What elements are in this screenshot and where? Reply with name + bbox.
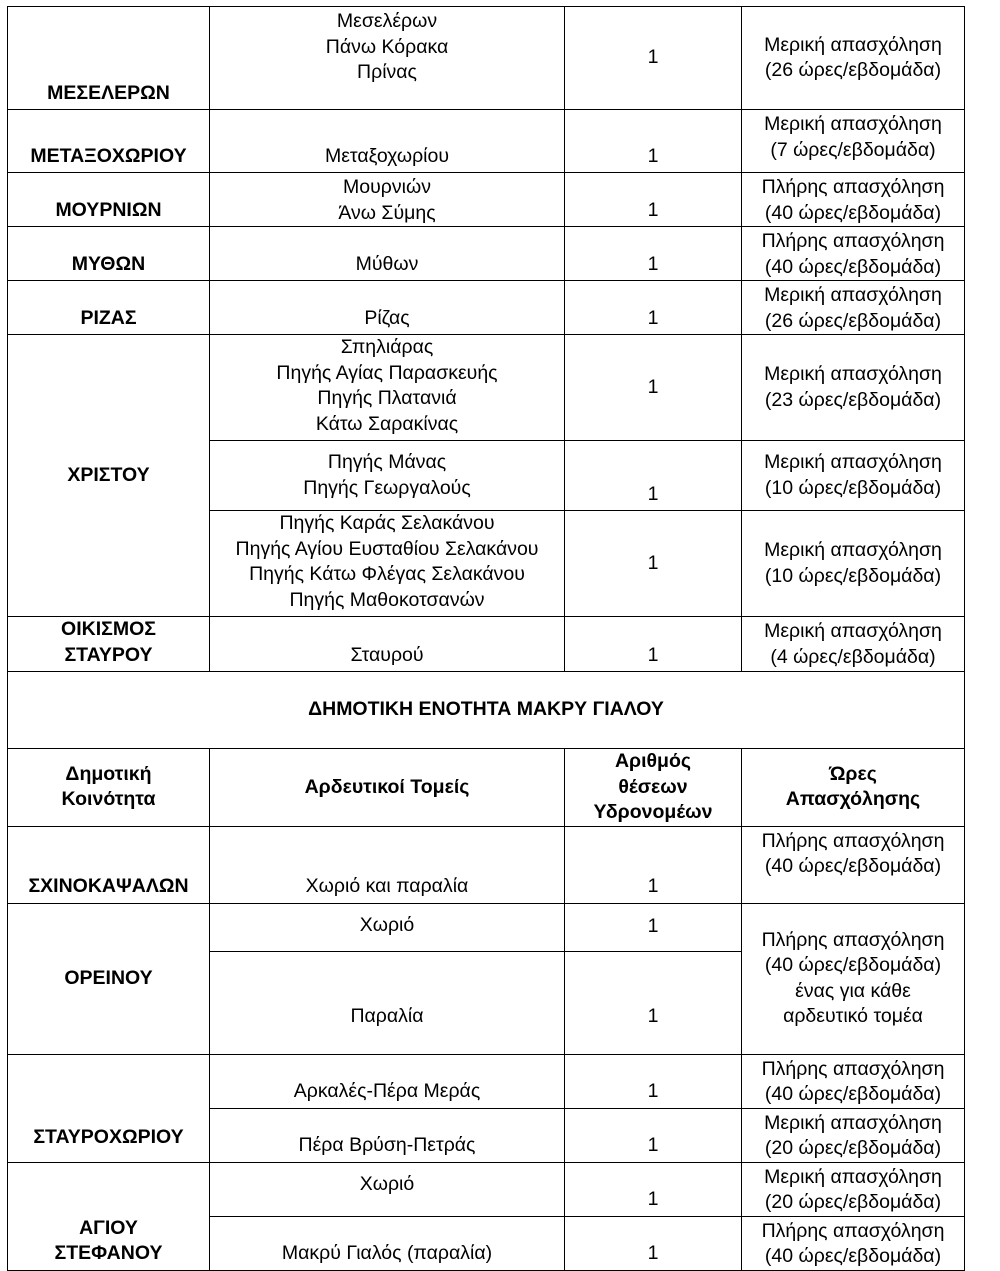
community-name: ΧΡΙΣΤΟΥ — [8, 335, 210, 617]
sector-line: Πηγής Αγίας Παρασκευής — [276, 361, 498, 384]
community-line: ΣΤΕΦΑΝΟΥ — [54, 1242, 163, 1264]
sector-line: Πρίνας — [357, 61, 417, 83]
community-name: ΣΤΑΥΡΟΧΩΡΙΟΥ — [8, 1054, 210, 1162]
sector-line: Σπηλιάρας — [340, 336, 434, 358]
hours-line: (23 ώρες/εβδομάδα) — [764, 388, 942, 411]
positions-count: 1 — [565, 7, 742, 110]
table-row — [8, 110, 965, 173]
sector-line: Μουρνιών — [343, 176, 431, 198]
irrigation-sectors — [210, 1162, 565, 1216]
table-row — [8, 173, 965, 227]
community-name: ΜΟΥΡΝΙΩΝ — [8, 173, 210, 227]
hours-line: Μερική απασχόληση — [764, 620, 942, 642]
header-line: Αριθμός — [614, 750, 692, 772]
header-line: Απασχόλησης — [785, 788, 921, 811]
table-row — [8, 617, 965, 672]
table-row — [8, 7, 965, 110]
hours-line: Πλήρης απασχόληση — [761, 928, 945, 951]
table-row — [8, 903, 965, 951]
sector-line: Πηγής Κάτω Φλέγας Σελακάνου — [249, 563, 525, 585]
hours-line: Πλήρης απασχόληση — [761, 176, 945, 198]
employment-hours — [742, 1054, 965, 1108]
hours-line: Μερική απασχόληση — [764, 1165, 942, 1188]
section-title-row — [8, 672, 965, 749]
irrigation-guards-table — [7, 6, 965, 1271]
irrigation-sectors — [210, 227, 565, 281]
sector-line: Μεταξοχωρίου — [324, 144, 450, 167]
header-row — [8, 749, 965, 827]
hours-line: Μερική απασχόληση — [764, 1111, 942, 1134]
community-name: ΡΙΖΑΣ — [8, 281, 210, 335]
hours-line: (40 ώρες/εβδομάδα) — [764, 855, 942, 877]
header-sectors — [210, 749, 565, 827]
hours-line: Μερική απασχόληση — [764, 33, 942, 56]
community-line: ΑΓΙΟΥ — [79, 1216, 138, 1239]
irrigation-sectors — [210, 826, 565, 903]
hours-line: Μερική απασχόληση — [764, 113, 942, 135]
positions-count: 1 — [565, 1162, 742, 1216]
hours-line: (40 ώρες/εβδομάδα) — [764, 1083, 942, 1105]
hours-line: Πλήρης απασχόληση — [761, 1057, 945, 1080]
hours-line: Πλήρης απασχόληση — [761, 1219, 945, 1242]
hours-line: Πλήρης απασχόληση — [761, 829, 945, 852]
positions-count: 1 — [565, 951, 742, 1054]
positions-count: 1 — [565, 227, 742, 281]
community-line: ΣΤΑΥΡΟΥ — [64, 643, 153, 666]
hours-line: Μερική απασχόληση — [764, 539, 942, 561]
employment-hours — [742, 281, 965, 335]
hours-line: (10 ώρες/εβδομάδα) — [764, 476, 942, 499]
irrigation-sectors — [210, 1054, 565, 1108]
section-title: ΔΗΜΟΤΙΚΗ ΕΝΟΤΗΤΑ ΜΑΚΡΥ ΓΙΑΛΟΥ — [8, 672, 965, 749]
hours-line: Μερική απασχόληση — [764, 451, 942, 473]
irrigation-sectors — [210, 281, 565, 335]
employment-hours — [742, 617, 965, 672]
positions-count: 1 — [565, 281, 742, 335]
sector-line: Πηγής Μάνας — [327, 451, 447, 473]
employment-hours — [742, 1108, 965, 1162]
table-row — [8, 281, 965, 335]
employment-hours — [742, 335, 965, 441]
positions-count: 1 — [565, 1216, 742, 1270]
positions-count: 1 — [565, 335, 742, 441]
table-row — [8, 826, 965, 903]
sector-line: Μεσελέρων — [336, 10, 438, 32]
table-row — [8, 227, 965, 281]
sector-line: Ρίζας — [364, 306, 410, 329]
sector-line: Πηγής Γεωργαλούς — [303, 476, 471, 499]
irrigation-sectors — [210, 441, 565, 511]
employment-hours — [742, 7, 965, 110]
positions-count: 1 — [565, 1054, 742, 1108]
hours-line: (40 ώρες/εβδομάδα) — [764, 255, 942, 278]
hours-line: (40 ώρες/εβδομάδα) — [764, 954, 942, 976]
positions-count: 1 — [565, 511, 742, 617]
sector-line: Χωριό — [359, 1173, 415, 1196]
positions-count: 1 — [565, 173, 742, 227]
irrigation-sectors — [210, 903, 565, 951]
header-line: Υδρονομέων — [593, 801, 713, 823]
employment-hours — [742, 1162, 965, 1216]
irrigation-sectors — [210, 951, 565, 1054]
positions-count: 1 — [565, 617, 742, 672]
irrigation-sectors — [210, 617, 565, 672]
hours-line: (26 ώρες/εβδομάδα) — [764, 309, 942, 332]
sector-line: Σταυρού — [350, 643, 424, 666]
hours-line: Πλήρης απασχόληση — [761, 230, 945, 252]
hours-line: (20 ώρες/εβδομάδα) — [764, 1191, 942, 1213]
community-name: ΜΕΤΑΞΟΧΩΡΙΟΥ — [8, 110, 210, 173]
employment-hours — [742, 110, 965, 173]
sector-line: Πηγής Καράς Σελακάνου — [279, 512, 495, 534]
positions-count: 1 — [565, 826, 742, 903]
employment-hours — [742, 441, 965, 511]
hours-line: (20 ώρες/εβδομάδα) — [764, 1137, 942, 1159]
sector-line: Παραλία — [350, 1005, 424, 1027]
positions-count: 1 — [565, 903, 742, 951]
sector-line: Μύθων — [355, 252, 419, 275]
irrigation-sectors — [210, 1108, 565, 1162]
table-row — [8, 1162, 965, 1216]
community-name — [8, 617, 210, 672]
header-count — [565, 749, 742, 827]
sector-line: Μακρύ Γιαλός (παραλία) — [281, 1242, 493, 1264]
employment-hours — [742, 227, 965, 281]
hours-line: (26 ώρες/εβδομάδα) — [764, 59, 942, 81]
sector-line: Πέρα Βρύση-Πετράς — [298, 1134, 476, 1156]
sector-line: Πηγής Μαθοκοτσανών — [289, 588, 485, 611]
irrigation-sectors — [210, 173, 565, 227]
irrigation-sectors — [210, 110, 565, 173]
sector-line: Πάνω Κόρακα — [325, 35, 449, 58]
sector-line: Χωριό — [359, 913, 415, 936]
positions-count: 1 — [565, 441, 742, 511]
header-line: Δημοτική — [65, 762, 152, 785]
community-line: ΟΙΚΙΣΜΟΣ — [61, 618, 156, 640]
header-line: θέσεων — [618, 775, 688, 798]
header-line: Ώρες — [829, 762, 877, 785]
irrigation-sectors — [210, 511, 565, 617]
sector-line: Χωριό και παραλία — [305, 875, 469, 897]
hours-line: ένας για κάθε — [795, 979, 911, 1002]
community-name — [8, 1162, 210, 1270]
positions-count: 1 — [565, 1108, 742, 1162]
header-community — [8, 749, 210, 827]
sector-line: Πηγής Αγίου Ευσταθίου Σελακάνου — [235, 537, 539, 560]
employment-hours — [742, 903, 965, 1054]
sector-line: Αρκαλές-Πέρα Μεράς — [293, 1080, 481, 1102]
employment-hours — [742, 826, 965, 903]
table-row — [8, 1054, 965, 1108]
hours-line: αρδευτικό τομέα — [783, 1005, 923, 1027]
community-name: ΟΡΕΙΝΟΥ — [8, 903, 210, 1054]
irrigation-sectors — [210, 7, 565, 110]
positions-count: 1 — [565, 110, 742, 173]
hours-line: (4 ώρες/εβδομάδα) — [770, 645, 936, 668]
hours-line: (7 ώρες/εβδομάδα) — [770, 138, 936, 161]
employment-hours — [742, 173, 965, 227]
community-name: ΣΧΙΝΟΚΑΨΑΛΩΝ — [8, 826, 210, 903]
header-hours — [742, 749, 965, 827]
hours-line: (40 ώρες/εβδομάδα) — [764, 201, 942, 224]
hours-line: Μερική απασχόληση — [764, 284, 942, 306]
sector-line: Άνω Σύμης — [338, 201, 436, 224]
header-line: Αρδευτικοί Τομείς — [304, 775, 470, 798]
table-row — [8, 335, 965, 441]
sector-line: Πηγής Πλατανιά — [317, 387, 457, 409]
hours-line: Μερική απασχόληση — [764, 363, 942, 385]
header-line: Κοινότητα — [61, 788, 156, 811]
community-name: ΜΥΘΩΝ — [8, 227, 210, 281]
irrigation-sectors — [210, 335, 565, 441]
hours-line: (10 ώρες/εβδομάδα) — [764, 564, 942, 587]
hours-line: (40 ώρες/εβδομάδα) — [764, 1245, 942, 1267]
sector-line: Κάτω Σαρακίνας — [315, 412, 459, 435]
community-name: ΜΕΣΕΛΕΡΩΝ — [8, 7, 210, 110]
employment-hours — [742, 511, 965, 617]
